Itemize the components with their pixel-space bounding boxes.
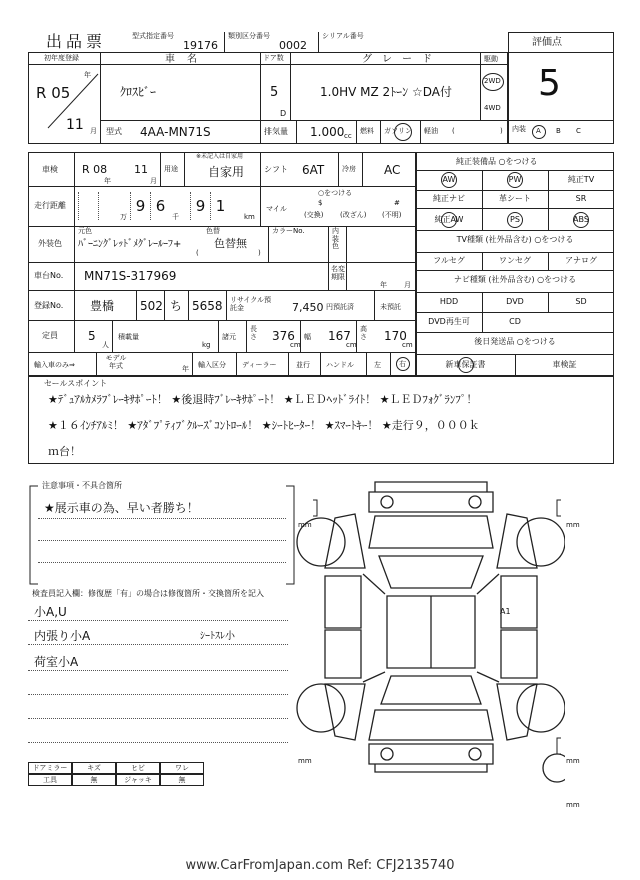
fuel-value: ガソリン (384, 127, 412, 135)
legend-cell: ジャッキ (116, 774, 160, 786)
orig-color-label: 元色 (78, 227, 92, 235)
divider (188, 290, 189, 320)
factory-label: 純正装備品 ○をつける (456, 157, 538, 166)
divider (416, 292, 614, 293)
navi-item: SD (575, 297, 587, 306)
use-label: 用途 (164, 165, 178, 173)
navi-item: HDD (439, 297, 459, 306)
mile-label: マイル (266, 205, 287, 213)
divider (416, 332, 614, 333)
divider (338, 152, 339, 186)
legend-cell: ワレ (160, 762, 204, 774)
divider (236, 352, 237, 376)
score-label: 評価点 (532, 37, 562, 48)
inspector-line-1: 小A,U (34, 605, 67, 619)
chassis-value: MN71S-317969 (84, 269, 177, 283)
divider (362, 152, 363, 186)
sales-line-2: ★１６ｲﾝﾁｱﾙﾐ！ ★ｱﾀﾞﾌﾟﾃｨﾌﾞｸﾙｰｽﾞｺﾝﾄﾛｰﾙ！ ★ｼｰﾄﾋｰﾀｰ！ ★ｽﾏｰﾄｷｰ！ ★走行９，０００ｋ (48, 419, 480, 432)
mm-label-spare: mm (566, 801, 580, 809)
sales-label: セールスポイント (44, 379, 108, 388)
handle-right: 右 (399, 360, 406, 368)
tv-item: ワンセグ (499, 256, 531, 265)
inspector-label: 検査員記入欄：修復歴「有」の場合は修復箇所・交換箇所を記入 (32, 589, 264, 598)
equip-item: 革シート (499, 194, 531, 203)
divider (296, 120, 297, 144)
doors-value: 5 (270, 85, 279, 100)
inspector-line-2b: ｼｰﾄｽﾚ小 (200, 631, 235, 642)
sen-unit: 千 (172, 213, 179, 221)
divider (480, 52, 481, 120)
divider (300, 320, 301, 352)
mileage-digit: 1 (210, 192, 230, 220)
later-label: 後日発送品 ○をつける (474, 337, 556, 346)
exchange-label: (交換) (304, 211, 324, 219)
divider (28, 620, 288, 621)
interior-label: 内装 (512, 125, 526, 133)
divider (38, 518, 286, 519)
hei-cm: cm (402, 341, 413, 349)
reg-kana: ち (170, 299, 183, 313)
divider (112, 320, 113, 352)
mm-label-fl: mm (298, 521, 312, 529)
divider (136, 290, 137, 320)
divider (290, 52, 291, 120)
divider (508, 52, 614, 53)
divider (416, 208, 614, 209)
divider (380, 120, 381, 144)
divider (74, 152, 75, 352)
mile-check-note: ○をつける (318, 189, 353, 197)
legend-cell: 工具 (28, 774, 72, 786)
divider (28, 644, 288, 645)
interior-color-label: 内装色 (332, 227, 339, 251)
divider (416, 312, 614, 313)
wid-cm: cm (346, 341, 357, 349)
legend-cell: ヒビ (116, 762, 160, 774)
notes-label: 注意事項・不具合箇所 (42, 481, 122, 490)
category-value: 0002 (279, 39, 307, 52)
divider (160, 152, 161, 186)
legend-cell: 無 (72, 774, 116, 786)
tv-item: フルセグ (433, 256, 465, 265)
bracket: ) (500, 127, 503, 135)
recycle-no: 未預託 (380, 303, 401, 311)
repaint-value: 色替無 (214, 237, 247, 250)
mileage-digit: 6 (150, 192, 170, 220)
inspector-line-2a: 内張り小A (34, 629, 91, 643)
divider (268, 226, 269, 262)
interior-c: C (576, 127, 581, 135)
sheet-title: 出品票 (46, 32, 107, 51)
damage-a1: A1 (500, 607, 511, 616)
divider (260, 52, 261, 144)
reg-class: 502 (140, 299, 163, 313)
equip-item: 純正AW (434, 215, 464, 224)
body-color-label: 色替 (206, 227, 220, 235)
grade-value: 1.0HV MZ 2ﾄｰﾝ ☆DA付 (320, 85, 452, 99)
bracket: ( (452, 127, 455, 135)
equip-item: 純正ナビ (433, 194, 465, 203)
legend-cell: 無 (160, 774, 204, 786)
disp-value: 1.000 (310, 125, 345, 139)
recycle-label: リサイクル預託金 (230, 296, 272, 313)
month-unit-2: 月 (150, 177, 157, 185)
divider (356, 320, 357, 352)
reg-num: 5658 (192, 299, 223, 313)
km-unit: km (244, 213, 255, 221)
chassis-label: 車台No. (34, 271, 64, 280)
divider (416, 252, 614, 253)
divider (320, 352, 321, 376)
disp-label: 排気量 (264, 127, 288, 136)
model-label: 型式 (106, 127, 122, 136)
mileage-label: 走行距離 (34, 201, 66, 210)
equip-item-circle (507, 212, 523, 228)
divider (346, 226, 347, 290)
legend-cell: キズ (72, 762, 116, 774)
handle-label: ハンドル (326, 361, 354, 369)
doors-suffix: D (280, 109, 287, 118)
use-value: 自家用 (208, 165, 245, 179)
model-year-unit: 年 (182, 365, 189, 373)
later-item: 新車保証書 (445, 360, 486, 369)
equip-item-circle (441, 212, 457, 228)
divider (38, 562, 286, 563)
equip-item: 純正TV (567, 175, 595, 184)
serial-label: シリアル番号 (322, 32, 364, 40)
reg-city: 豊橋 (90, 299, 115, 313)
later-item-circle (458, 357, 474, 373)
recycle-unit: 円預託済 (326, 303, 354, 311)
color-label: 外装色 (38, 239, 62, 248)
light-oil: 軽油 (424, 127, 438, 135)
divider (28, 320, 416, 321)
divider (100, 120, 508, 121)
mm-label-rl: mm (298, 757, 312, 765)
footer-watermark: www.CarFromJapan.com Ref: CFJ2135740 (185, 858, 455, 873)
mm-label-rr: mm (566, 757, 580, 765)
legend-cell: ドアミラー (28, 762, 72, 774)
drive-4wd: 4WD (484, 104, 501, 112)
first-reg-label: 初年度登録 (44, 54, 79, 62)
divider (246, 320, 247, 352)
model-year-label: モデル年式 (105, 354, 127, 370)
divider (218, 320, 219, 352)
divider (374, 290, 375, 320)
first-reg-month: 11 (66, 117, 84, 133)
ac-label: 冷房 (342, 165, 356, 173)
divider (28, 352, 416, 353)
navi-item: CD (509, 317, 521, 326)
capacity-value: 5 (88, 329, 96, 343)
tampered-label: (改ざん) (340, 211, 367, 219)
divider (288, 352, 289, 376)
len-label: 長さ (250, 325, 257, 341)
equip-item: PS (510, 215, 520, 224)
sharp-sign: # (394, 199, 400, 207)
mm-label-fr: mm (566, 521, 580, 529)
tv-item: アナログ (565, 256, 597, 265)
divider (260, 152, 261, 186)
model-value: 4AA-MN71S (140, 125, 211, 139)
shift-label: シフト (264, 165, 288, 174)
disp-unit: cc (344, 132, 352, 140)
equip-item-circle (441, 172, 457, 188)
mileage-digit: 9 (130, 192, 150, 220)
divider (28, 290, 416, 291)
drive-label: 駆動 (484, 55, 498, 63)
divider (28, 262, 416, 263)
mileage-digit (78, 192, 98, 220)
handle-left: 左 (374, 361, 381, 369)
divider (164, 290, 165, 320)
man-unit: 万 (120, 213, 127, 221)
model-spec-label: 型式指定番号 (132, 32, 174, 40)
navi-item: DVD (506, 297, 524, 306)
color-value: ﾊﾞｰﾆﾝｸﾞﾚｯﾄﾞﾒｸﾞﾚｰﾙｰﾌ+ (78, 239, 182, 250)
divider (366, 352, 367, 376)
divider (226, 290, 227, 320)
reg-label: 登録No. (34, 301, 64, 310)
unknown-label: (不明) (382, 211, 402, 219)
ac-value: AC (384, 163, 401, 177)
load-label: 積載量 (118, 333, 139, 341)
bracket: ( (196, 249, 199, 257)
divider (318, 32, 319, 52)
len-value: 376 (272, 329, 295, 343)
navi-type-label: ナビ種類 (社外品含む) ○をつける (453, 275, 577, 284)
divider (184, 152, 185, 186)
drive-2wd: 2WD (484, 77, 501, 85)
year-unit-2: 年 (104, 177, 111, 185)
dealer: ディーラー (242, 361, 277, 369)
divider (328, 226, 329, 290)
notes-line-1: ★展示車の為、早い者勝ち！ (44, 501, 199, 515)
hei-label: 高さ (360, 325, 367, 341)
grade-label: グレード (362, 54, 442, 65)
wid-label: 幅 (304, 333, 311, 341)
divider (356, 120, 357, 144)
capacity-unit: 人 (102, 341, 109, 349)
sales-line-1: ★ﾃﾞｭｱﾙｶﾒﾗﾌﾞﾚｰｷｻﾎﾟｰﾄ！ ★後退時ﾌﾞﾚｰｷｻﾎﾟｰﾄ！ ★ＬＥＤﾍｯﾄﾞﾗｲﾄ！ ★ＬＥＤﾌｫｸﾞﾗﾝﾌﾟ！ (48, 393, 478, 406)
car-name-label: 車名 (165, 54, 209, 65)
use-note: ※未記入は自家用 (196, 153, 244, 160)
year-unit: 年 (84, 71, 91, 79)
interior-a: A (536, 127, 541, 135)
equip-item: PW (508, 175, 522, 184)
equip-item-circle (573, 212, 589, 228)
parallel: 並行 (296, 361, 310, 369)
divider (28, 670, 288, 671)
divider (28, 186, 416, 187)
shift-value: 6AT (302, 163, 325, 177)
import-label: 輸入車のみ⇒ (34, 361, 75, 369)
bracket: ) (258, 249, 261, 257)
doors-label: ドア数 (263, 54, 284, 62)
shaken-label: 車検 (42, 165, 58, 174)
sales-line-3: ｍ台！ (48, 445, 81, 458)
model-spec-value: 19176 (183, 39, 218, 52)
notes-bracket (28, 481, 298, 588)
recycle-value: 7,450 (292, 301, 324, 314)
equip-item: ABS (573, 215, 589, 224)
car-diagram (295, 478, 565, 808)
divider (416, 170, 614, 171)
len-cm: cm (290, 341, 301, 349)
shaken-value: R 08 (82, 163, 108, 176)
dims-label: 諸元 (222, 333, 236, 341)
divider (420, 120, 421, 144)
divider (28, 718, 288, 719)
mileage-digit (98, 192, 118, 220)
divider (416, 190, 614, 191)
divider (28, 742, 288, 743)
divider (416, 270, 614, 271)
divider (28, 694, 288, 695)
divider (38, 540, 286, 541)
divider (100, 52, 101, 144)
divider (96, 352, 97, 376)
load-unit: kg (202, 341, 211, 349)
later-item: 車検証 (552, 360, 577, 369)
equip-item-circle (507, 172, 523, 188)
interior-b: B (556, 127, 561, 135)
mileage-digit: 9 (190, 192, 210, 220)
first-reg-era: R 05 (36, 84, 71, 102)
name-change-month: 月 (404, 281, 411, 289)
name-change-label: 名変期限 (331, 265, 345, 281)
divider (224, 32, 225, 52)
car-name-value: ｸﾛｽﾋﾞｰ (120, 85, 157, 99)
category-label: 類別区分番号 (228, 32, 270, 40)
divider (192, 352, 193, 376)
score-value: 5 (538, 63, 561, 104)
hei-value: 170 (384, 329, 407, 343)
month-unit: 月 (90, 127, 97, 135)
equip-item: SR (575, 194, 587, 203)
import-class-label: 輸入区分 (198, 361, 226, 369)
color-no-label: カラーNo. (272, 227, 305, 235)
navi-item: DVD再生可 (428, 317, 470, 326)
equip-item: AW (442, 175, 456, 184)
divider (260, 186, 261, 226)
inspector-line-3: 荷室小A (34, 655, 79, 669)
divider (416, 230, 614, 231)
name-change-year: 年 (380, 281, 387, 289)
divider (390, 352, 391, 376)
wid-value: 167 (328, 329, 351, 343)
shaken-month: 11 (134, 163, 148, 176)
dollar-sign: $ (318, 199, 323, 207)
capacity-label: 定員 (42, 331, 58, 340)
tv-type-label: TV種類 (社外品含む) ○をつける (456, 235, 574, 244)
fuel-label: 燃料 (360, 127, 374, 135)
